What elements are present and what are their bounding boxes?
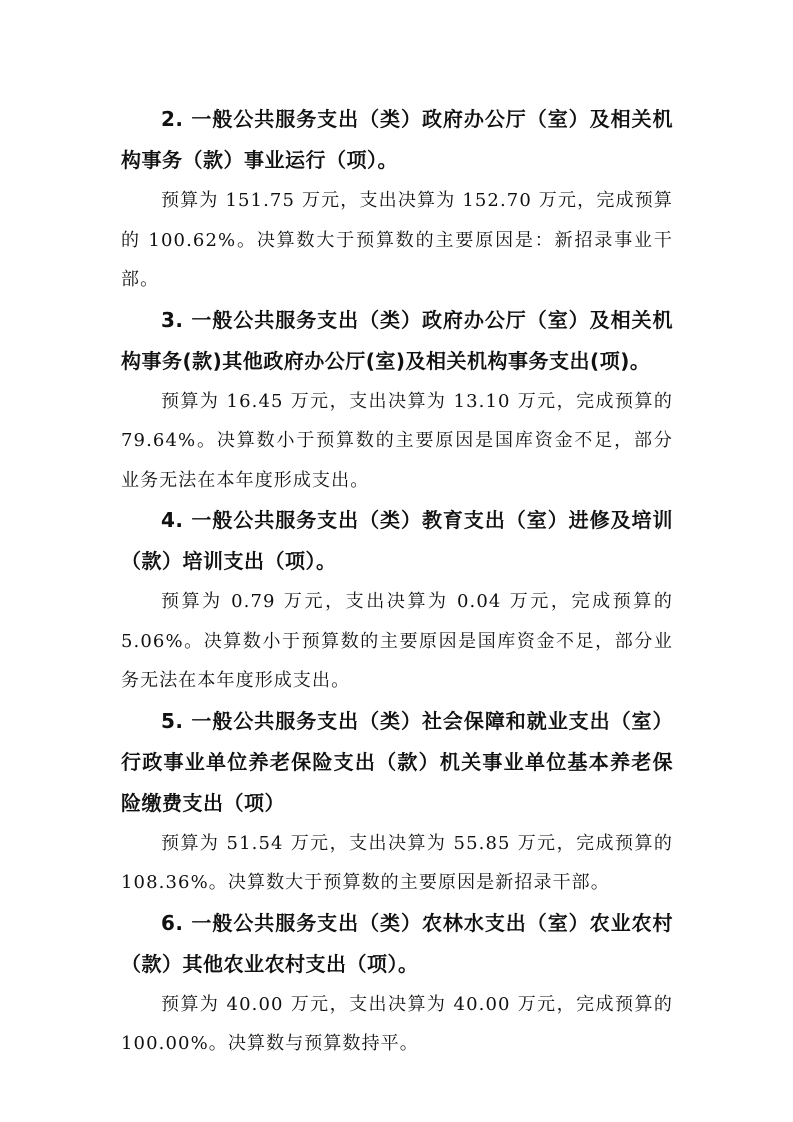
- section-heading: 3. 一般公共服务支出（类）政府办公厅（室）及相关机构事务(款)其他政府办公厅(室)及相关机构事务支出(项)。: [121, 307, 673, 373]
- section-6: [121, 903, 673, 1064]
- section-heading: 5. 一般公共服务支出（类）社会保障和就业支出（室）行政事业单位养老保险支出（款）机关事业单位基本养老保险缴费支出（项）: [121, 708, 673, 815]
- section-3: [121, 300, 673, 501]
- section-body: 预算为 16.45 万元，支出决算为 13.10 万元，完成预算的 79.64%。决算数小于预算数的主要原因是国库资金不足，部分业务无法在本年度形成支出。: [121, 390, 673, 491]
- section-body: 预算为 40.00 万元，支出决算为 40.00 万元，完成预算的 100.00%。决算数与预算数持平。: [121, 993, 673, 1054]
- section-2: [121, 99, 673, 300]
- section-body: 预算为 0.79 万元，支出决算为 0.04 万元，完成预算的 5.06%。决算数小于预算数的主要原因是国库资金不足，部分业务无法在本年度形成支出。: [121, 591, 673, 691]
- document-page: [121, 99, 673, 1064]
- section-4: [121, 500, 673, 701]
- section-heading: 6. 一般公共服务支出（类）农林水支出（室）农业农村（款）其他农业农村支出（项）。: [121, 910, 673, 976]
- section-heading: 2. 一般公共服务支出（类）政府办公厅（室）及相关机构事务（款）事业运行（项）。: [121, 107, 673, 172]
- section-5: [121, 701, 673, 903]
- section-body: 预算为 151.75 万元，支出决算为 152.70 万元，完成预算的 100.62%。决算数大于预算数的主要原因是：新招录事业干部。: [121, 190, 673, 290]
- section-body: 预算为 51.54 万元，支出决算为 55.85 万元，完成预算的 108.36%。决算数大于预算数的主要原因是新招录干部。: [121, 832, 673, 893]
- section-heading: 4. 一般公共服务支出（类）教育支出（室）进修及培训（款）培训支出（项）。: [121, 508, 673, 573]
